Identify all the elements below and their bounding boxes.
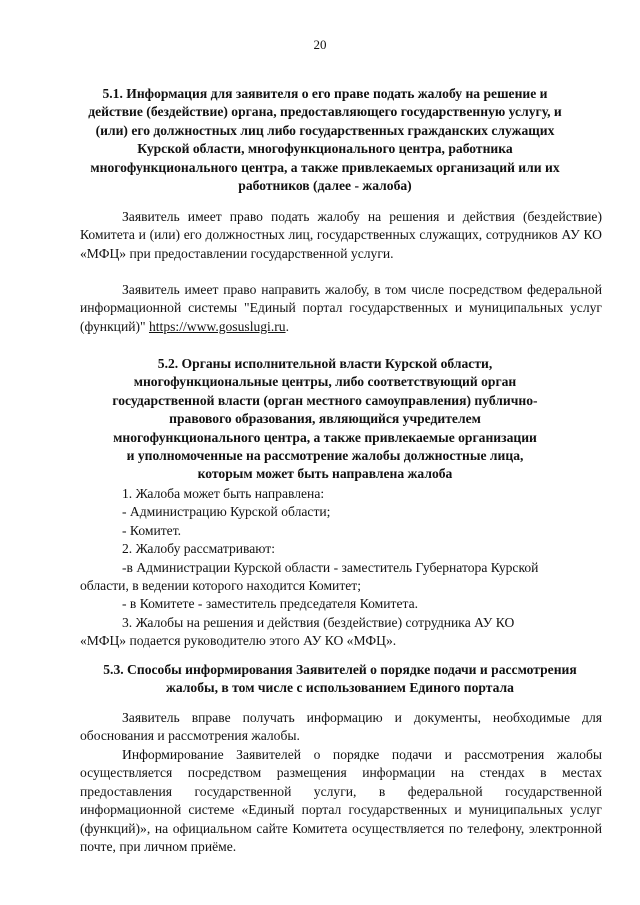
gosuslugi-link[interactable]: https://www.gosuslugi.ru — [148, 318, 286, 334]
section-5-3-heading: 5.3. Способы информирования Заявителей о порядке подачи и рассмотрения жалобы, в том числе с использованием Единого портала — [103, 662, 577, 696]
paragraph-2-end: . — [285, 318, 289, 334]
list-item: - Администрацию Курской области; — [122, 504, 331, 520]
list-item: 2. Жалобу рассматривают: — [122, 541, 275, 557]
paragraph-2-text: Заявитель имеет право направить жалобу, в том числе посредством федеральной информационной системы "Единый портал государственных и муниципальных услуг (функций)" — [80, 282, 602, 334]
list-item: 1. Жалоба может быть направлена: — [122, 486, 325, 501]
section-5-3-paragraph-2: Информирование Заявителей о порядке подачи и рассмотрения жалобы осуществляется посредством размещения информации на стендах в местах предоставления государственной услуги, в федеральной государственной информационной системе «Единый портал государственных и муниципальных услуг (функций)», на официальном сайте Комитета осуществляется по телефону, электронной почте, при личном приёме. — [80, 747, 602, 855]
list-item: -в Администрации Курской области - заместитель Губернатора Курской — [122, 559, 539, 575]
complaint-list — [80, 485, 580, 651]
page-number: 20 — [313, 37, 327, 52]
list-item: - Комитет. — [122, 522, 182, 538]
section-5-2-heading: 5.2. Органы исполнительной власти Курской области, многофункциональные центры, либо соответствующий орган государственной власти (орган местного самоуправления) публично-правового образования, являющийся учредителем многофункционального центра, а также привлекаемые организации и уполномоченные на рассмотрение жалобы должностные лица, которым может быть направлена жалоба — [112, 356, 538, 482]
section-5-3-paragraph-1: Заявитель вправе получать информацию и документы, необходимые для обоснования и рассмотрения жалобы. — [80, 710, 602, 744]
section-5-1-paragraph-2 — [80, 281, 602, 336]
list-item: «МФЦ» подается руководителю этого АУ КО «МФЦ». — [80, 633, 397, 649]
section-5-1-paragraph-1: Заявитель имеет право подать жалобу на решения и действия (бездействие) Комитета и (или) его должностных лиц, государственных служащих, сотрудников АУ КО «МФЦ» при предоставлении государственной услуги. — [80, 209, 602, 261]
list-item: 3. Жалобы на решения и действия (бездействие) сотрудника АУ КО — [122, 614, 515, 630]
list-item: области, в ведении которого находится Комитет; — [80, 578, 362, 594]
list-item: - в Комитете - заместитель председателя Комитета. — [122, 596, 419, 612]
section-5-1-heading: 5.1. Информация для заявителя о его праве подать жалобу на решение и действие (бездействие) органа, предоставляющего государственную услугу, и (или) его должностных лиц либо государственных гражданских служащих Курской области, многофункционального центра, работника многофункционального центра, а также привлекаемых организаций или их работников (далее - жалоба) — [88, 86, 562, 194]
